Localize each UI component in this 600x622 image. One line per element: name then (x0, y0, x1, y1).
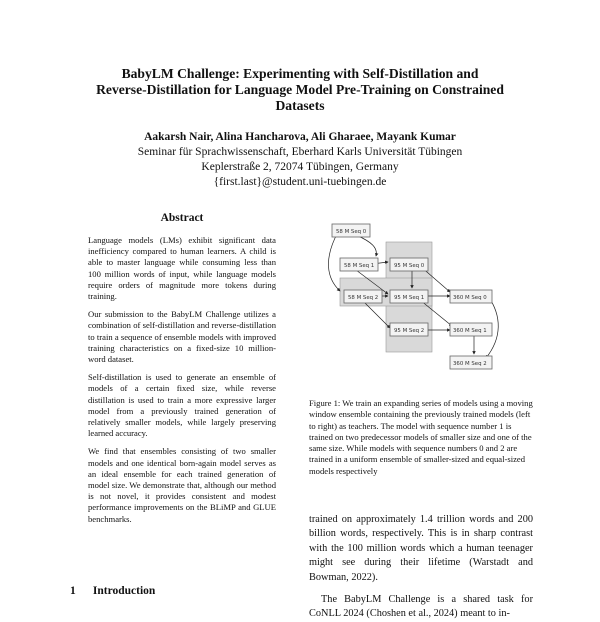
figure-diagram (316, 218, 506, 383)
section-number: 1 (70, 585, 76, 597)
node-95m-seq-2 (390, 323, 428, 336)
title-line-3: Datasets (275, 98, 325, 113)
node-label: 360 M Seq 0 (453, 295, 487, 301)
edge (328, 232, 340, 291)
author-email: {first.last}@student.uni-tuebingen.de (213, 176, 387, 188)
distillation-diagram (316, 218, 506, 383)
node-58m-seq-0 (332, 224, 370, 237)
node-360m-seq-0 (450, 290, 492, 303)
node-label: 58 M Seq 1 (344, 263, 375, 269)
edge (356, 235, 376, 256)
section-title: Introduction (92, 585, 156, 597)
body-paragraph: trained on approximately 1.4 trillion words and 200 billion words, respectively. This is in sharp contrast with the 100 million words which a human teenager might see during their lifetime (Warstadt and Bowman, 2022). (309, 514, 533, 583)
title-line-2: Reverse-Distillation for Language Model Pre-Training on Constrained (96, 82, 504, 97)
node-58m-seq-1 (340, 258, 378, 271)
author-names: Aakarsh Nair, Alina Hancharova, Ali Gharaee, Mayank Kumar (144, 131, 456, 143)
node-95m-seq-0 (390, 258, 428, 271)
abstract-paragraph: Language models (LMs) exhibit significant data inefficiency compared to human learners. A child is able to master language while consuming less than 100 million words of input, while language models require orders of magnitude more tokens during training. (88, 235, 276, 302)
abstract-body (88, 235, 276, 532)
node-label: 58 M Seq 2 (348, 295, 379, 301)
author-block (60, 130, 540, 190)
abstract-heading: Abstract (160, 212, 204, 224)
node-label: 58 M Seq 0 (336, 229, 367, 235)
abstract-paragraph: Self-distillation is used to generate an ensemble of models of a certain fixed size, while reverse distillation is used to train a more expressive larger model from a previously trained generation of relatively smaller models, while largely preserving learned accuracy. (88, 372, 276, 439)
node-360m-seq-1 (450, 323, 492, 336)
figure-caption: Figure 1: We train an expanding series of models using a moving window ensemble containing the previously trained models (left to right) as teachers. The model with sequence number 1 is trained on two predecessor models of smaller size and one of the same size. While models with sequence numbers 0 and 2 are trained in a uniform ensemble of smaller-sized and equal-sized models respectively (309, 398, 533, 476)
node-95m-seq-1 (390, 290, 428, 303)
node-label: 95 M Seq 0 (394, 263, 425, 269)
body-paragraph: The BabyLM Challenge is a shared task for CoNLL 2024 (Choshen et al., 2024) meant to in- (309, 594, 533, 620)
section-heading-introduction (70, 585, 155, 597)
node-label: 360 M Seq 1 (453, 328, 487, 334)
node-label: 360 M Seq 2 (453, 361, 487, 367)
node-58m-seq-2 (344, 290, 382, 303)
node-label: 95 M Seq 1 (394, 295, 425, 301)
abstract-paragraph: We find that ensembles consisting of two smaller models and one identical born-again model serves as an ideal ensemble for each trained generation of model size. We demonstrate that, although our method is not novel, it provides consistent and modest performance improvements on the BLiMP and GLUE benchmarks. (88, 446, 276, 524)
title-line-1: BabyLM Challenge: Experimenting with Self-Distillation and (121, 66, 479, 81)
author-address: Keplerstraße 2, 72074 Tübingen, Germany (201, 161, 399, 173)
abstract-paragraph: Our submission to the BabyLM Challenge utilizes a combination of self-distillation and reverse-distillation to train a sequence of ensemble models with improved training characteristics on a fixed-size 10 million-word dataset. (88, 309, 276, 365)
body-text-right-column (309, 513, 533, 622)
node-360m-seq-2 (450, 356, 492, 369)
author-affiliation: Seminar für Sprachwissenschaft, Eberhard Karls Universität Tübingen (137, 146, 463, 158)
paper-title (60, 66, 540, 114)
node-label: 95 M Seq 2 (394, 328, 425, 334)
